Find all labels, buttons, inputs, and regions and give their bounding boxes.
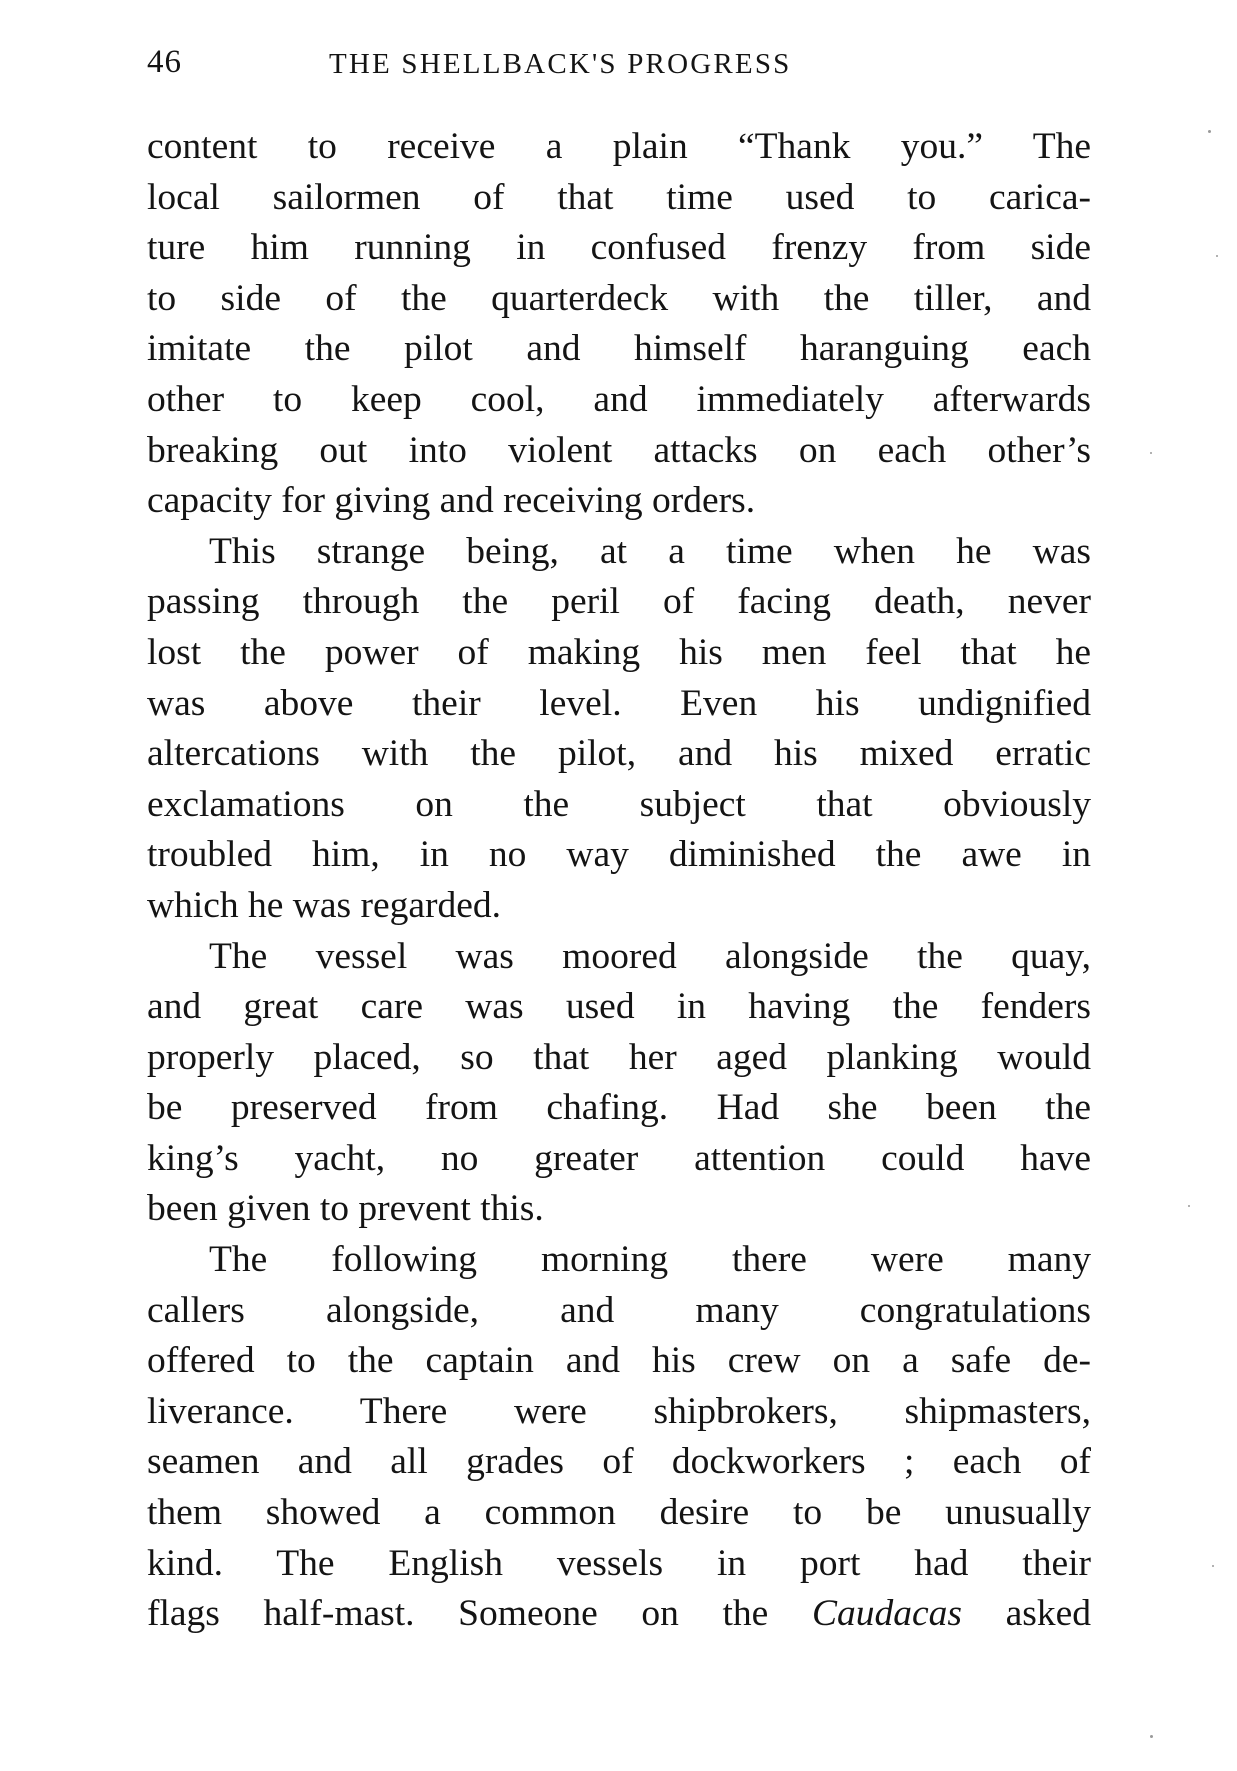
text-line: local sailormen of that time used to carica- xyxy=(147,176,1091,218)
text-line: kind. The English vessels in port had their xyxy=(147,1542,1091,1584)
scan-speck xyxy=(1150,452,1152,454)
text-line: content to receive a plain “Thank you.” The xyxy=(147,126,1091,167)
page-number: 46 xyxy=(147,44,182,80)
text-line: king’s yacht, no greater attention could have xyxy=(147,1137,1091,1179)
text-line: liverance. There were shipbrokers, shipmasters, xyxy=(147,1390,1091,1432)
text-line: imitate the pilot and himself haranguing each xyxy=(147,328,1091,370)
text-line: capacity for giving and receiving orders. xyxy=(147,480,756,522)
text-line: to side of the quarterdeck with the tiller, and xyxy=(147,277,1091,319)
final-text-line xyxy=(147,1589,1091,1640)
running-head xyxy=(147,44,1091,88)
text-line: breaking out into violent attacks on each other’s xyxy=(147,429,1091,471)
paragraph-3 xyxy=(147,932,1091,1236)
text-line: other to keep cool, and immediately afterwards xyxy=(147,378,1091,420)
text-line: and great care was used in having the fenders xyxy=(147,986,1091,1028)
text-line: offered to the captain and his crew on a safe de- xyxy=(147,1340,1091,1382)
running-title: THE SHELLBACK'S PROGRESS xyxy=(329,48,792,80)
text-line: properly placed, so that her aged planking would xyxy=(147,1036,1091,1078)
scan-speck xyxy=(1212,1565,1214,1567)
text-line: The following morning there were many xyxy=(209,1239,1091,1281)
text-line: be preserved from chafing. Had she been the xyxy=(147,1087,1091,1129)
text-line: been given to prevent this. xyxy=(147,1188,544,1230)
text-line: seamen and all grades of dockworkers ; each of xyxy=(147,1441,1091,1483)
scan-speck xyxy=(1208,130,1211,133)
text-line: them showed a common desire to be unusually xyxy=(147,1492,1091,1534)
text-line: exclamations on the subject that obviously xyxy=(147,783,1091,825)
scan-speck xyxy=(1188,1205,1190,1207)
body-text xyxy=(147,122,1091,1640)
text-line: ture him running in confused frenzy from side xyxy=(147,227,1091,269)
text-line: which he was regarded. xyxy=(147,884,502,926)
text-fragment: asked xyxy=(961,1593,1091,1635)
paragraph-2 xyxy=(147,527,1091,932)
text-line: passing through the peril of facing death, never xyxy=(147,581,1091,623)
text-line: The vessel was moored alongside the quay, xyxy=(209,935,1091,977)
text-line: was above their level. Even his undignified xyxy=(147,682,1091,724)
text-line: altercations with the pilot, and his mixed erratic xyxy=(147,733,1091,775)
paragraph-4 xyxy=(147,1235,1091,1640)
text-fragment: flags half-mast. Someone on the xyxy=(147,1593,812,1635)
ship-name: Caudacas xyxy=(811,1593,962,1635)
text-line: callers alongside, and many congratulations xyxy=(147,1289,1091,1331)
scan-speck xyxy=(1216,255,1218,257)
text-line: lost the power of making his men feel that he xyxy=(147,631,1091,673)
paragraph-1 xyxy=(147,122,1091,527)
scan-speck xyxy=(1150,1735,1153,1738)
text-line: troubled him, in no way diminished the awe in xyxy=(147,834,1091,876)
text-line: This strange being, at a time when he was xyxy=(209,530,1091,572)
